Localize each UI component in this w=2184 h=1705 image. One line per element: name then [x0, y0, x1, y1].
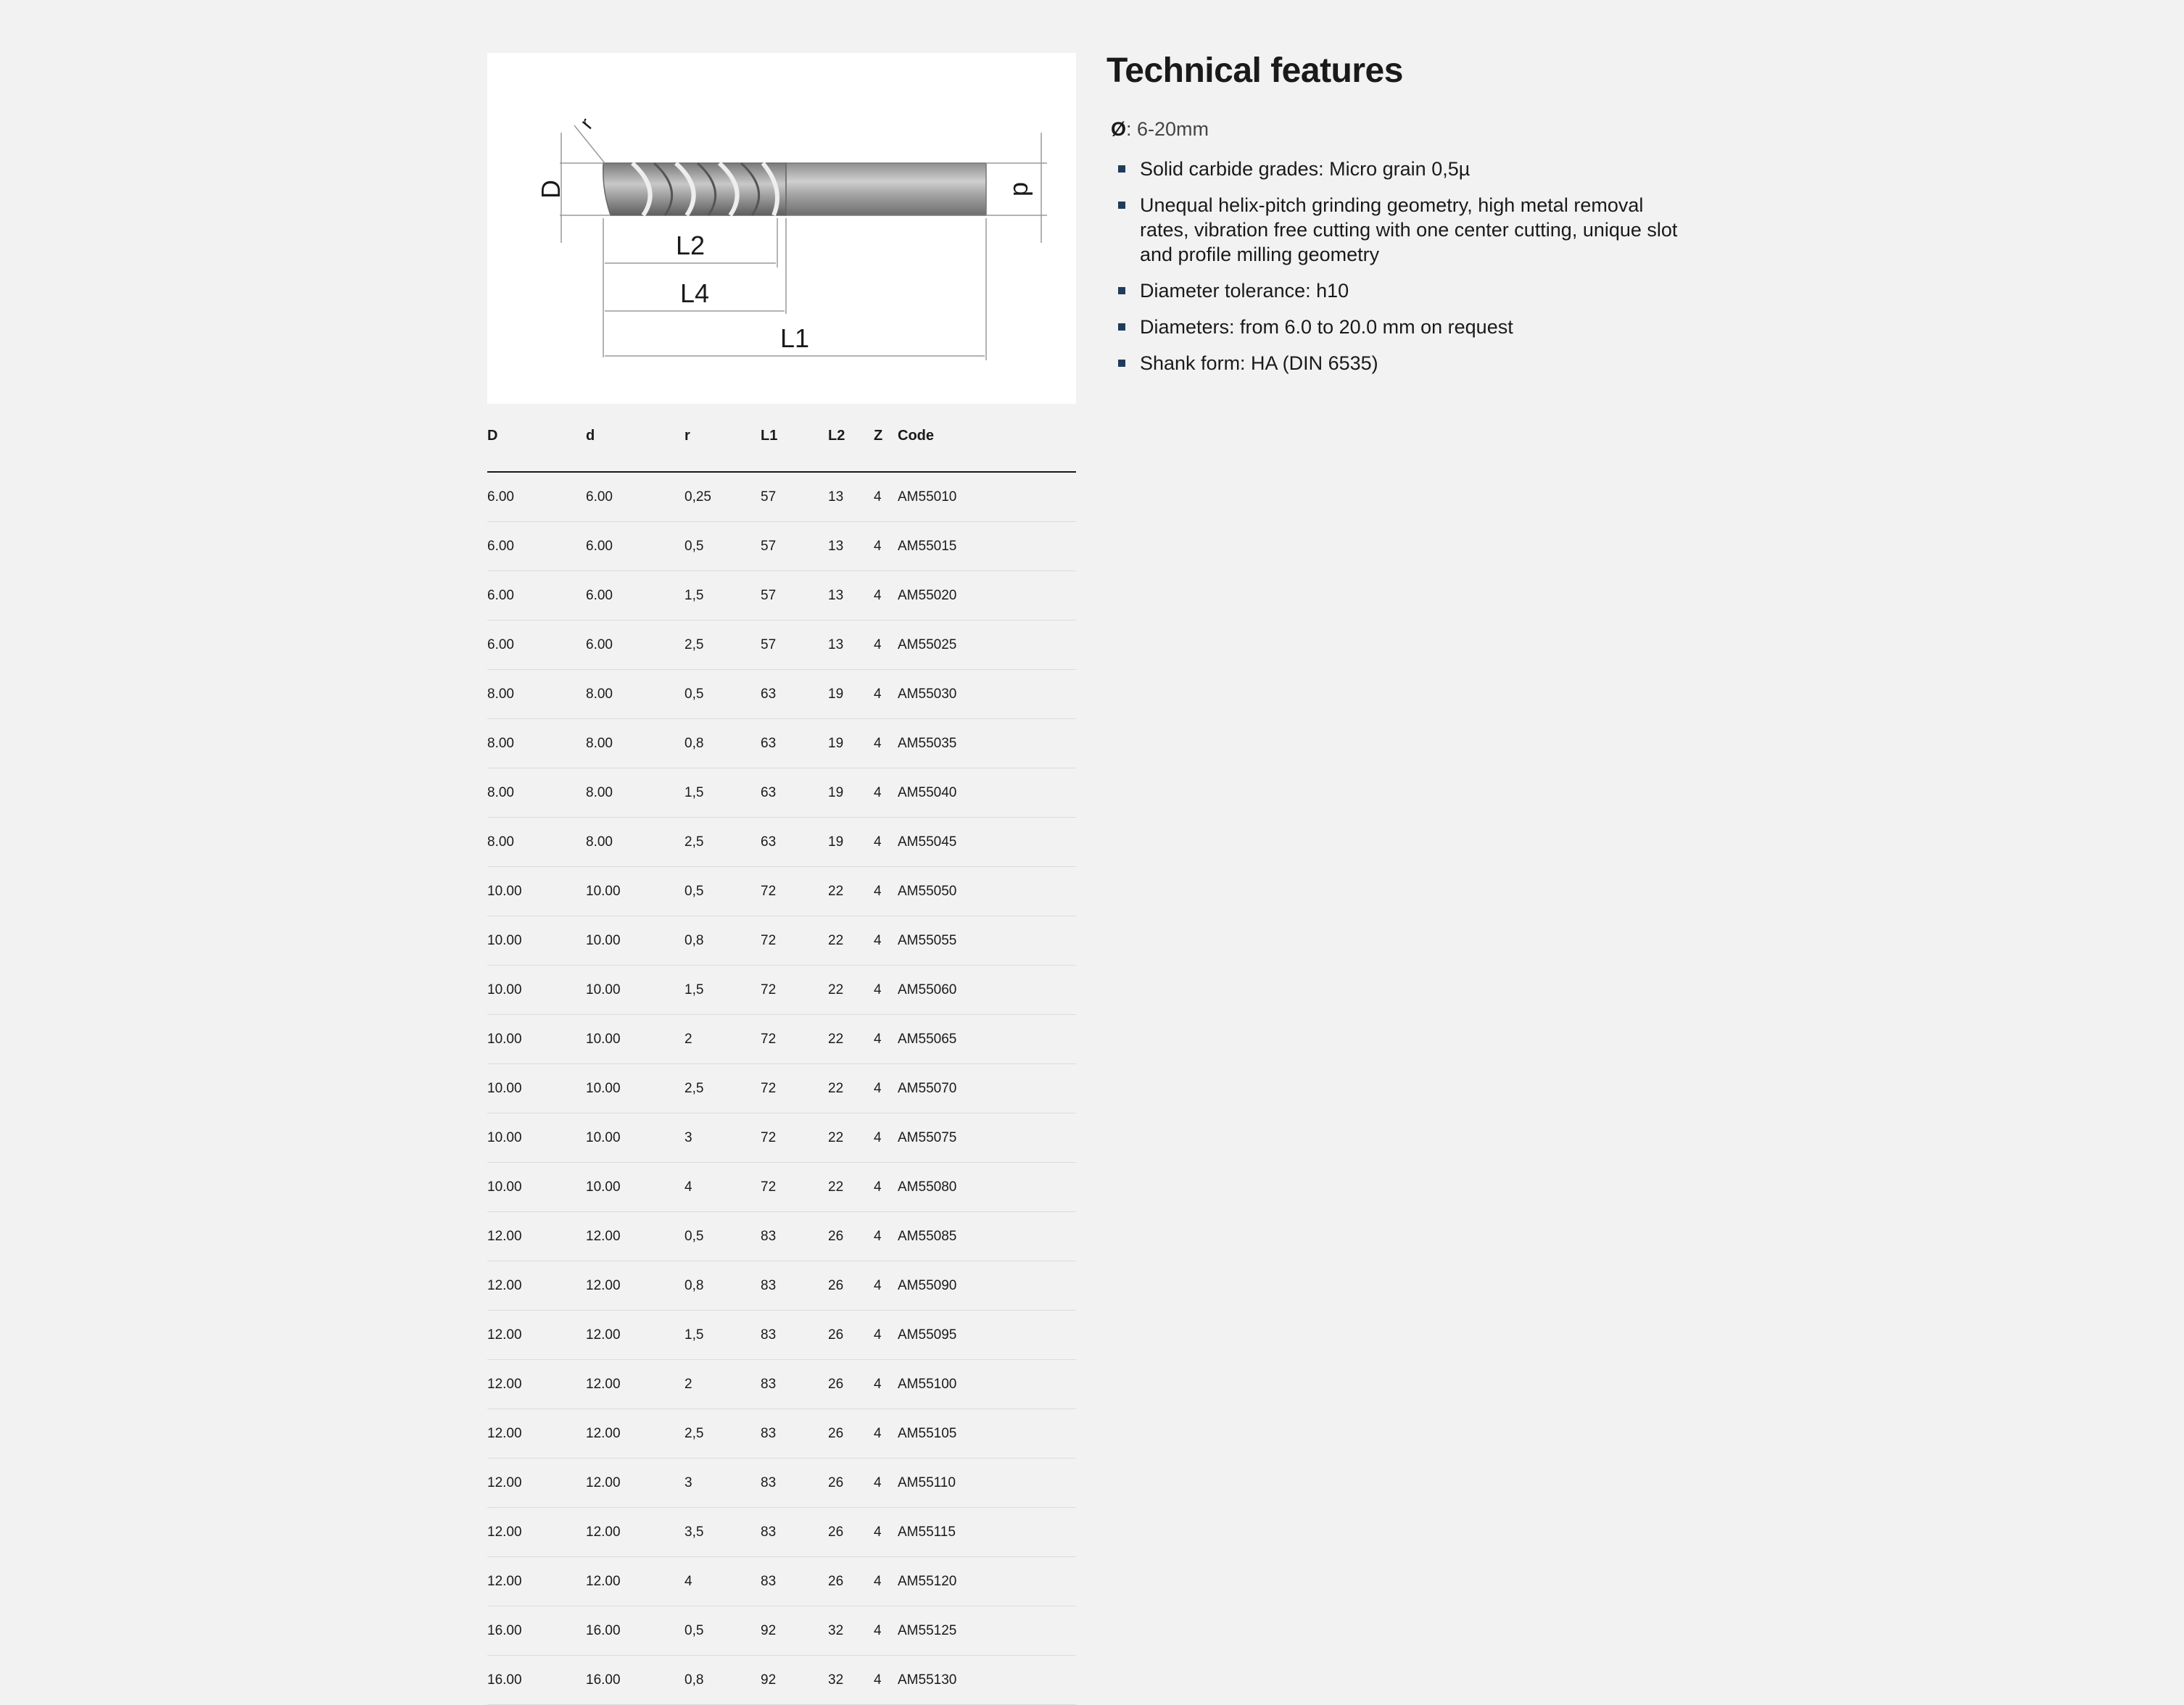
list-item: Diameters: from 6.0 to 20.0 mm on request [1107, 315, 1687, 339]
cell-d: 6.00 [586, 621, 684, 670]
cell-D: 12.00 [487, 1508, 586, 1557]
cell-L2: 26 [828, 1409, 874, 1459]
square-bullet-icon [1118, 323, 1125, 331]
cell-L1: 83 [761, 1212, 828, 1261]
cell-D: 6.00 [487, 571, 586, 621]
cell-L2: 26 [828, 1360, 874, 1409]
table-row [487, 571, 1076, 621]
cell-L1: 57 [761, 522, 828, 571]
cell-d: 6.00 [586, 472, 684, 522]
cell-L1: 72 [761, 916, 828, 966]
cell-Z: 4 [874, 1311, 898, 1360]
diagram-label-r: r [575, 113, 597, 133]
cell-L2: 26 [828, 1212, 874, 1261]
cell-L2: 22 [828, 1064, 874, 1113]
cell-r: 0,5 [684, 670, 761, 719]
table-row [487, 522, 1076, 571]
cell-D: 12.00 [487, 1360, 586, 1409]
cell-code: AM55070 [898, 1064, 1076, 1113]
cell-D: 12.00 [487, 1409, 586, 1459]
cell-Z: 4 [874, 1113, 898, 1163]
cell-d: 8.00 [586, 768, 684, 818]
cell-Z: 4 [874, 522, 898, 571]
cell-d: 12.00 [586, 1212, 684, 1261]
cell-d: 16.00 [586, 1656, 684, 1705]
cell-Z: 4 [874, 768, 898, 818]
cell-L2: 22 [828, 1113, 874, 1163]
cell-L2: 26 [828, 1508, 874, 1557]
cell-r: 3 [684, 1459, 761, 1508]
list-item: Shank form: HA (DIN 6535) [1107, 351, 1687, 376]
cell-code: AM55085 [898, 1212, 1076, 1261]
cell-d: 10.00 [586, 1064, 684, 1113]
cell-r: 0,25 [684, 472, 761, 522]
cell-D: 8.00 [487, 768, 586, 818]
cell-code: AM55115 [898, 1508, 1076, 1557]
cell-code: AM55030 [898, 670, 1076, 719]
diagram-label-L2: L2 [675, 231, 706, 260]
cell-D: 10.00 [487, 1064, 586, 1113]
cell-Z: 4 [874, 1261, 898, 1311]
cell-code: AM55100 [898, 1360, 1076, 1409]
cell-code: AM55015 [898, 522, 1076, 571]
cell-L1: 83 [761, 1459, 828, 1508]
cell-L2: 13 [828, 522, 874, 571]
table-row [487, 966, 1076, 1015]
cell-Z: 4 [874, 1015, 898, 1064]
diagram-label-d: d [1008, 181, 1038, 197]
cell-Z: 4 [874, 1360, 898, 1409]
cell-D: 12.00 [487, 1459, 586, 1508]
cell-d: 12.00 [586, 1360, 684, 1409]
cell-Z: 4 [874, 1409, 898, 1459]
cell-Z: 4 [874, 1459, 898, 1508]
cell-Z: 4 [874, 1606, 898, 1656]
cell-code: AM55090 [898, 1261, 1076, 1311]
cell-Z: 4 [874, 916, 898, 966]
cell-L1: 83 [761, 1557, 828, 1606]
cell-r: 1,5 [684, 966, 761, 1015]
cell-Z: 4 [874, 621, 898, 670]
cell-L2: 19 [828, 719, 874, 768]
col-header-L1: L1 [761, 428, 828, 472]
cell-Z: 4 [874, 1656, 898, 1705]
cell-code: AM55125 [898, 1606, 1076, 1656]
cell-r: 2,5 [684, 818, 761, 867]
cell-L1: 83 [761, 1311, 828, 1360]
cell-Z: 4 [874, 1163, 898, 1212]
cell-r: 2 [684, 1360, 761, 1409]
cell-L1: 63 [761, 818, 828, 867]
table-row [487, 621, 1076, 670]
table-header-row [487, 428, 1076, 472]
cell-Z: 4 [874, 1508, 898, 1557]
diagram-label-L4: L4 [679, 278, 710, 308]
cell-D: 10.00 [487, 966, 586, 1015]
cell-code: AM55080 [898, 1163, 1076, 1212]
cell-L2: 22 [828, 867, 874, 916]
cell-D: 6.00 [487, 621, 586, 670]
cell-r: 2 [684, 1015, 761, 1064]
col-header-r: r [684, 428, 761, 472]
table-row [487, 1606, 1076, 1656]
cell-L2: 13 [828, 571, 874, 621]
cell-d: 12.00 [586, 1508, 684, 1557]
cell-code: AM55120 [898, 1557, 1076, 1606]
cell-code: AM55095 [898, 1311, 1076, 1360]
cell-D: 10.00 [487, 1113, 586, 1163]
cell-L1: 83 [761, 1508, 828, 1557]
cell-Z: 4 [874, 1212, 898, 1261]
cell-r: 0,8 [684, 916, 761, 966]
end-mill-diagram [487, 53, 1076, 404]
list-item: Unequal helix-pitch grinding geometry, high metal removal rates, vibration free cutting with one center cutting, unique slot and profile milling geometry [1107, 193, 1687, 267]
cell-D: 16.00 [487, 1606, 586, 1656]
cell-L2: 22 [828, 1163, 874, 1212]
cell-D: 10.00 [487, 916, 586, 966]
col-header-Z: Z [874, 428, 898, 472]
table-row [487, 768, 1076, 818]
cell-L2: 19 [828, 768, 874, 818]
cell-r: 0,8 [684, 719, 761, 768]
cell-D: 12.00 [487, 1261, 586, 1311]
cell-code: AM55020 [898, 571, 1076, 621]
cell-L2: 19 [828, 818, 874, 867]
cell-code: AM55040 [898, 768, 1076, 818]
cell-Z: 4 [874, 472, 898, 522]
cell-L1: 63 [761, 768, 828, 818]
cell-L1: 72 [761, 966, 828, 1015]
cell-d: 10.00 [586, 1015, 684, 1064]
square-bullet-icon [1118, 287, 1125, 294]
cell-L2: 22 [828, 966, 874, 1015]
cell-D: 8.00 [487, 719, 586, 768]
cell-D: 8.00 [487, 670, 586, 719]
table-row [487, 670, 1076, 719]
technical-features-panel [1107, 51, 1687, 387]
cell-Z: 4 [874, 571, 898, 621]
table-row [487, 1409, 1076, 1459]
cell-r: 0,8 [684, 1261, 761, 1311]
cell-code: AM55035 [898, 719, 1076, 768]
cell-L2: 22 [828, 1015, 874, 1064]
cell-r: 4 [684, 1163, 761, 1212]
cell-L1: 83 [761, 1360, 828, 1409]
cell-d: 12.00 [586, 1311, 684, 1360]
product-spec-table [487, 428, 1076, 1705]
cell-Z: 4 [874, 719, 898, 768]
cell-code: AM55050 [898, 867, 1076, 916]
table-row [487, 867, 1076, 916]
cell-L2: 32 [828, 1606, 874, 1656]
cell-L1: 72 [761, 1015, 828, 1064]
cell-r: 1,5 [684, 1311, 761, 1360]
cell-d: 10.00 [586, 966, 684, 1015]
cell-L1: 72 [761, 1064, 828, 1113]
cell-d: 8.00 [586, 670, 684, 719]
cell-D: 6.00 [487, 472, 586, 522]
cell-L2: 26 [828, 1311, 874, 1360]
cell-r: 2,5 [684, 621, 761, 670]
diameter-value: : 6-20mm [1126, 118, 1209, 140]
cell-D: 16.00 [487, 1656, 586, 1705]
table-row [487, 1261, 1076, 1311]
cell-r: 0,5 [684, 522, 761, 571]
cell-L2: 26 [828, 1261, 874, 1311]
cell-code: AM55075 [898, 1113, 1076, 1163]
cell-d: 12.00 [586, 1459, 684, 1508]
cell-L2: 22 [828, 916, 874, 966]
cell-Z: 4 [874, 818, 898, 867]
cell-r: 0,5 [684, 867, 761, 916]
cell-r: 2,5 [684, 1409, 761, 1459]
cell-d: 10.00 [586, 1163, 684, 1212]
features-title: Technical features [1107, 51, 1403, 90]
cell-d: 10.00 [586, 867, 684, 916]
cell-code: AM55010 [898, 472, 1076, 522]
cell-D: 10.00 [487, 1015, 586, 1064]
features-list [1107, 157, 1687, 376]
cell-d: 10.00 [586, 1113, 684, 1163]
cell-D: 6.00 [487, 522, 586, 571]
cell-L1: 63 [761, 719, 828, 768]
list-item: Diameter tolerance: h10 [1107, 278, 1687, 303]
cell-code: AM55045 [898, 818, 1076, 867]
cell-code: AM55025 [898, 621, 1076, 670]
cell-r: 0,8 [684, 1656, 761, 1705]
cell-L2: 19 [828, 670, 874, 719]
col-header-d: d [586, 428, 684, 472]
cell-r: 2,5 [684, 1064, 761, 1113]
table-row [487, 1459, 1076, 1508]
cell-d: 6.00 [586, 522, 684, 571]
cell-code: AM55055 [898, 916, 1076, 966]
table-row [487, 1113, 1076, 1163]
diagram-label-L1: L1 [779, 323, 810, 353]
cell-d: 12.00 [586, 1409, 684, 1459]
cell-L1: 72 [761, 1113, 828, 1163]
cell-Z: 4 [874, 966, 898, 1015]
table-row [487, 1360, 1076, 1409]
diameter-symbol: Ø [1111, 118, 1127, 140]
cell-Z: 4 [874, 1064, 898, 1113]
cell-L2: 13 [828, 621, 874, 670]
diagram-label-D: D [536, 180, 566, 199]
table-row [487, 1064, 1076, 1113]
cell-r: 0,5 [684, 1212, 761, 1261]
cell-L1: 72 [761, 867, 828, 916]
cell-r: 3,5 [684, 1508, 761, 1557]
cell-code: AM55065 [898, 1015, 1076, 1064]
cell-code: AM55110 [898, 1459, 1076, 1508]
cell-L1: 92 [761, 1606, 828, 1656]
list-item: Solid carbide grades: Micro grain 0,5µ [1107, 157, 1687, 181]
cell-d: 16.00 [586, 1606, 684, 1656]
table-row [487, 916, 1076, 966]
col-header-D: D [487, 428, 586, 472]
cell-L1: 57 [761, 621, 828, 670]
cell-L2: 32 [828, 1656, 874, 1705]
cell-d: 8.00 [586, 818, 684, 867]
cell-L1: 57 [761, 472, 828, 522]
cell-L2: 13 [828, 472, 874, 522]
table-row [487, 1311, 1076, 1360]
cell-r: 1,5 [684, 768, 761, 818]
cell-d: 12.00 [586, 1557, 684, 1606]
square-bullet-icon [1118, 165, 1125, 173]
cell-r: 3 [684, 1113, 761, 1163]
cell-Z: 4 [874, 867, 898, 916]
col-header-code: Code [898, 428, 1076, 472]
cell-r: 0,5 [684, 1606, 761, 1656]
diameter-range [1107, 118, 1687, 141]
cell-D: 8.00 [487, 818, 586, 867]
cell-L1: 57 [761, 571, 828, 621]
square-bullet-icon [1118, 202, 1125, 209]
cell-d: 6.00 [586, 571, 684, 621]
cell-D: 10.00 [487, 867, 586, 916]
cell-D: 12.00 [487, 1557, 586, 1606]
cell-code: AM55130 [898, 1656, 1076, 1705]
cell-L1: 92 [761, 1656, 828, 1705]
cell-d: 8.00 [586, 719, 684, 768]
cell-D: 10.00 [487, 1163, 586, 1212]
cell-code: AM55060 [898, 966, 1076, 1015]
table-row [487, 719, 1076, 768]
cell-d: 10.00 [586, 916, 684, 966]
cell-L2: 26 [828, 1557, 874, 1606]
cell-L1: 83 [761, 1261, 828, 1311]
cell-code: AM55105 [898, 1409, 1076, 1459]
table-row [487, 1557, 1076, 1606]
table-row [487, 1212, 1076, 1261]
cell-Z: 4 [874, 670, 898, 719]
square-bullet-icon [1118, 360, 1125, 367]
cell-d: 12.00 [586, 1261, 684, 1311]
cell-L1: 83 [761, 1409, 828, 1459]
table-row [487, 1508, 1076, 1557]
cell-L1: 72 [761, 1163, 828, 1212]
cell-L1: 63 [761, 670, 828, 719]
table-row [487, 1163, 1076, 1212]
table-row [487, 818, 1076, 867]
table-row [487, 1656, 1076, 1705]
table-row [487, 472, 1076, 522]
cell-L2: 26 [828, 1459, 874, 1508]
cell-r: 4 [684, 1557, 761, 1606]
cell-D: 12.00 [487, 1311, 586, 1360]
cell-Z: 4 [874, 1557, 898, 1606]
col-header-L2: L2 [828, 428, 874, 472]
cell-r: 1,5 [684, 571, 761, 621]
cell-D: 12.00 [487, 1212, 586, 1261]
table-row [487, 1015, 1076, 1064]
